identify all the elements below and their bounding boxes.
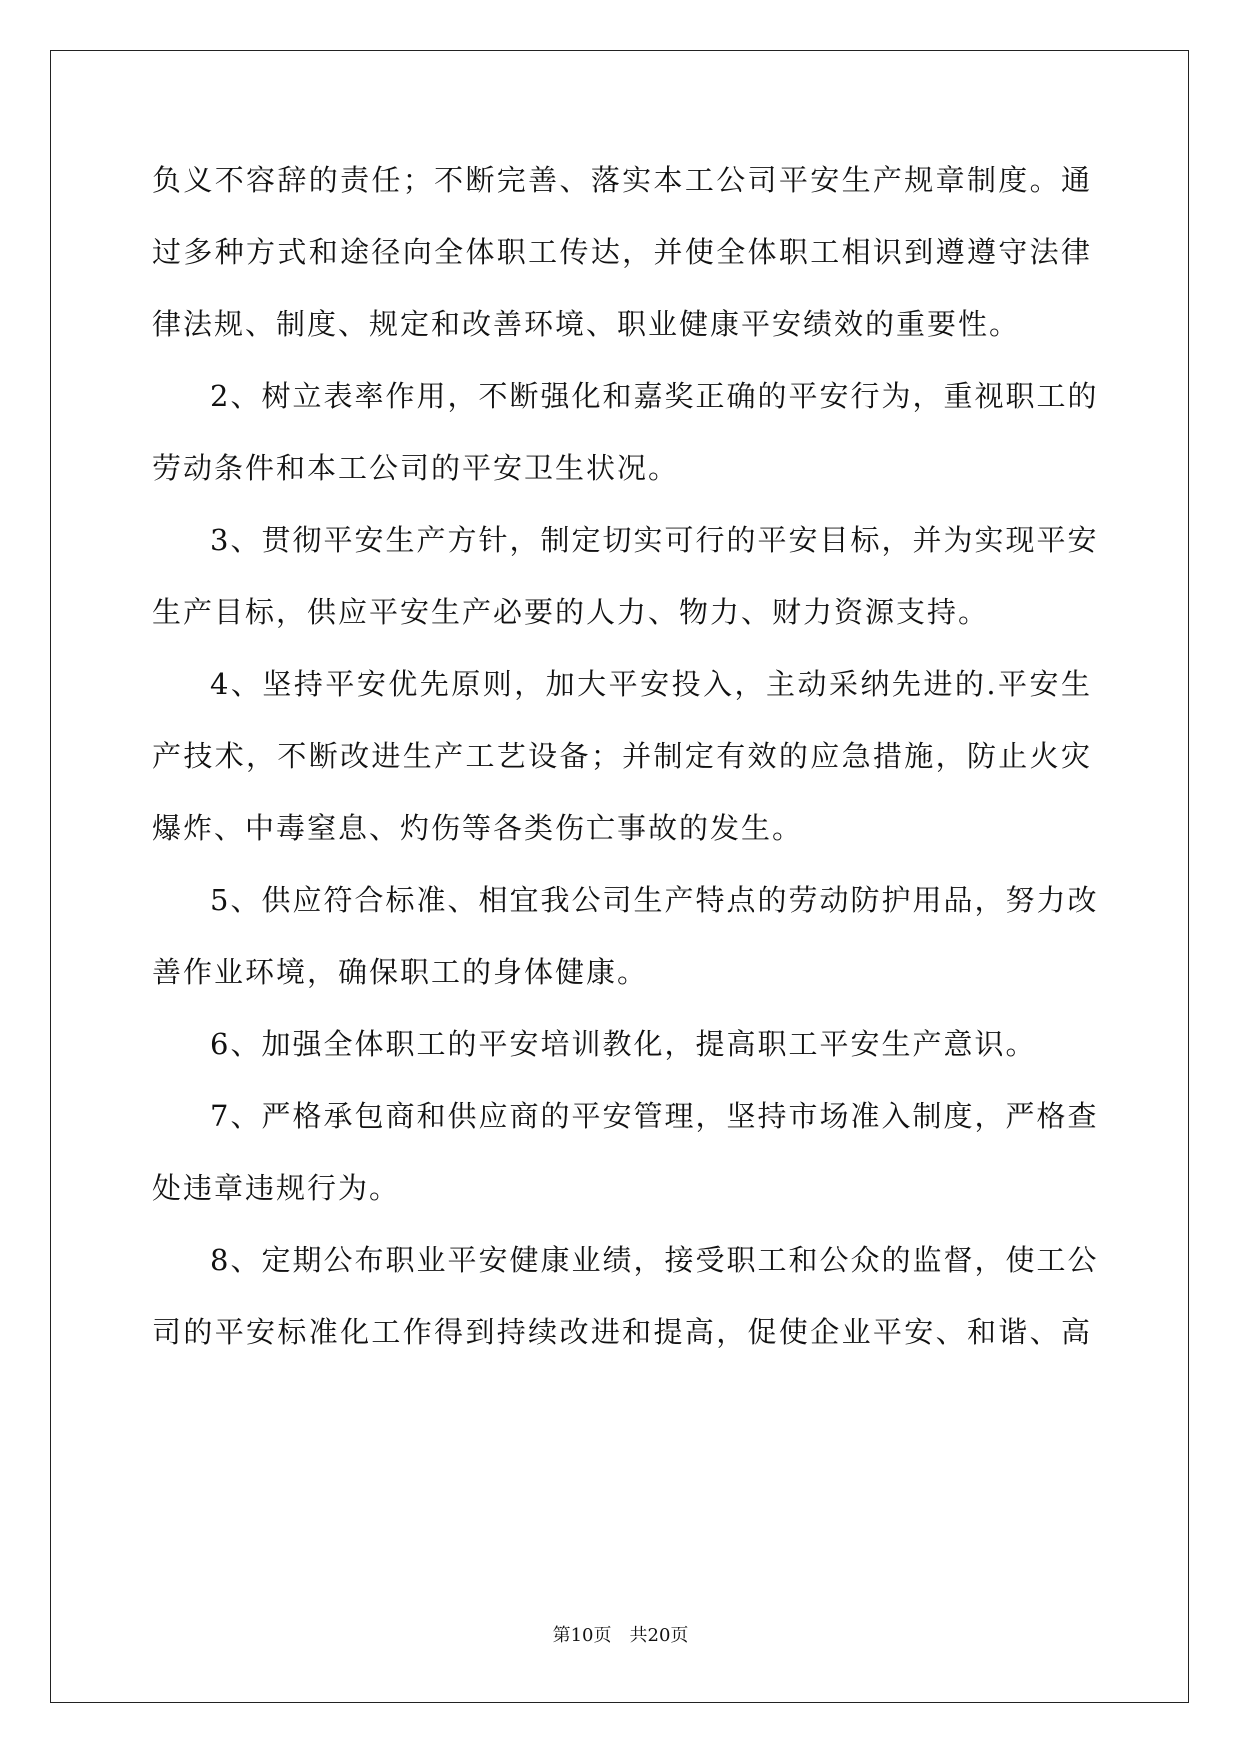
text-line: 过多种方式和途径向全体职工传达，并使全体职工相识到遵遵守法律 (152, 235, 1092, 269)
page-number: 第10页 共20页 (552, 1625, 689, 1646)
text-line: 2、树立表率作用，不断强化和嘉奖正确的平安行为，重视职工的 (210, 379, 1099, 413)
text-line: 产技术，不断改进生产工艺设备；并制定有效的应急措施，防止火灾 (152, 739, 1092, 773)
text-line: 7、严格承包商和供应商的平安管理，坚持市场准入制度，严格查 (210, 1099, 1099, 1133)
text-line: 生产目标，供应平安生产必要的人力、物力、财力资源支持。 (152, 595, 990, 629)
text-line: 负义不容辞的责任；不断完善、落实本工公司平安生产规章制度。通 (152, 163, 1092, 197)
text-line: 处违章违规行为。 (152, 1171, 401, 1205)
text-line: 司的平安标准化工作得到持续改进和提高，促使企业平安、和谐、高 (152, 1315, 1092, 1349)
text-line: 劳动条件和本工公司的平安卫生状况。 (152, 451, 680, 485)
page-border (50, 50, 1189, 1703)
text-line: 律法规、制度、规定和改善环境、职业健康平安绩效的重要性。 (152, 307, 1021, 341)
text-line: 6、加强全体职工的平安培训教化，提高职工平安生产意识。 (210, 1027, 1037, 1061)
text-line: 8、定期公布职业平安健康业绩，接受职工和公众的监督，使工公 (210, 1243, 1099, 1277)
text-line: 善作业环境，确保职工的身体健康。 (152, 955, 649, 989)
text-line: 5、供应符合标准、相宜我公司生产特点的劳动防护用品，努力改 (210, 883, 1099, 917)
text-line: 4、坚持平安优先原则，加大平安投入，主动采纳先进的.平安生 (210, 667, 1092, 701)
text-line: 3、贯彻平安生产方针，制定切实可行的平安目标，并为实现平安 (210, 523, 1099, 557)
text-line: 爆炸、中毒窒息、灼伤等各类伤亡事故的发生。 (152, 811, 804, 845)
